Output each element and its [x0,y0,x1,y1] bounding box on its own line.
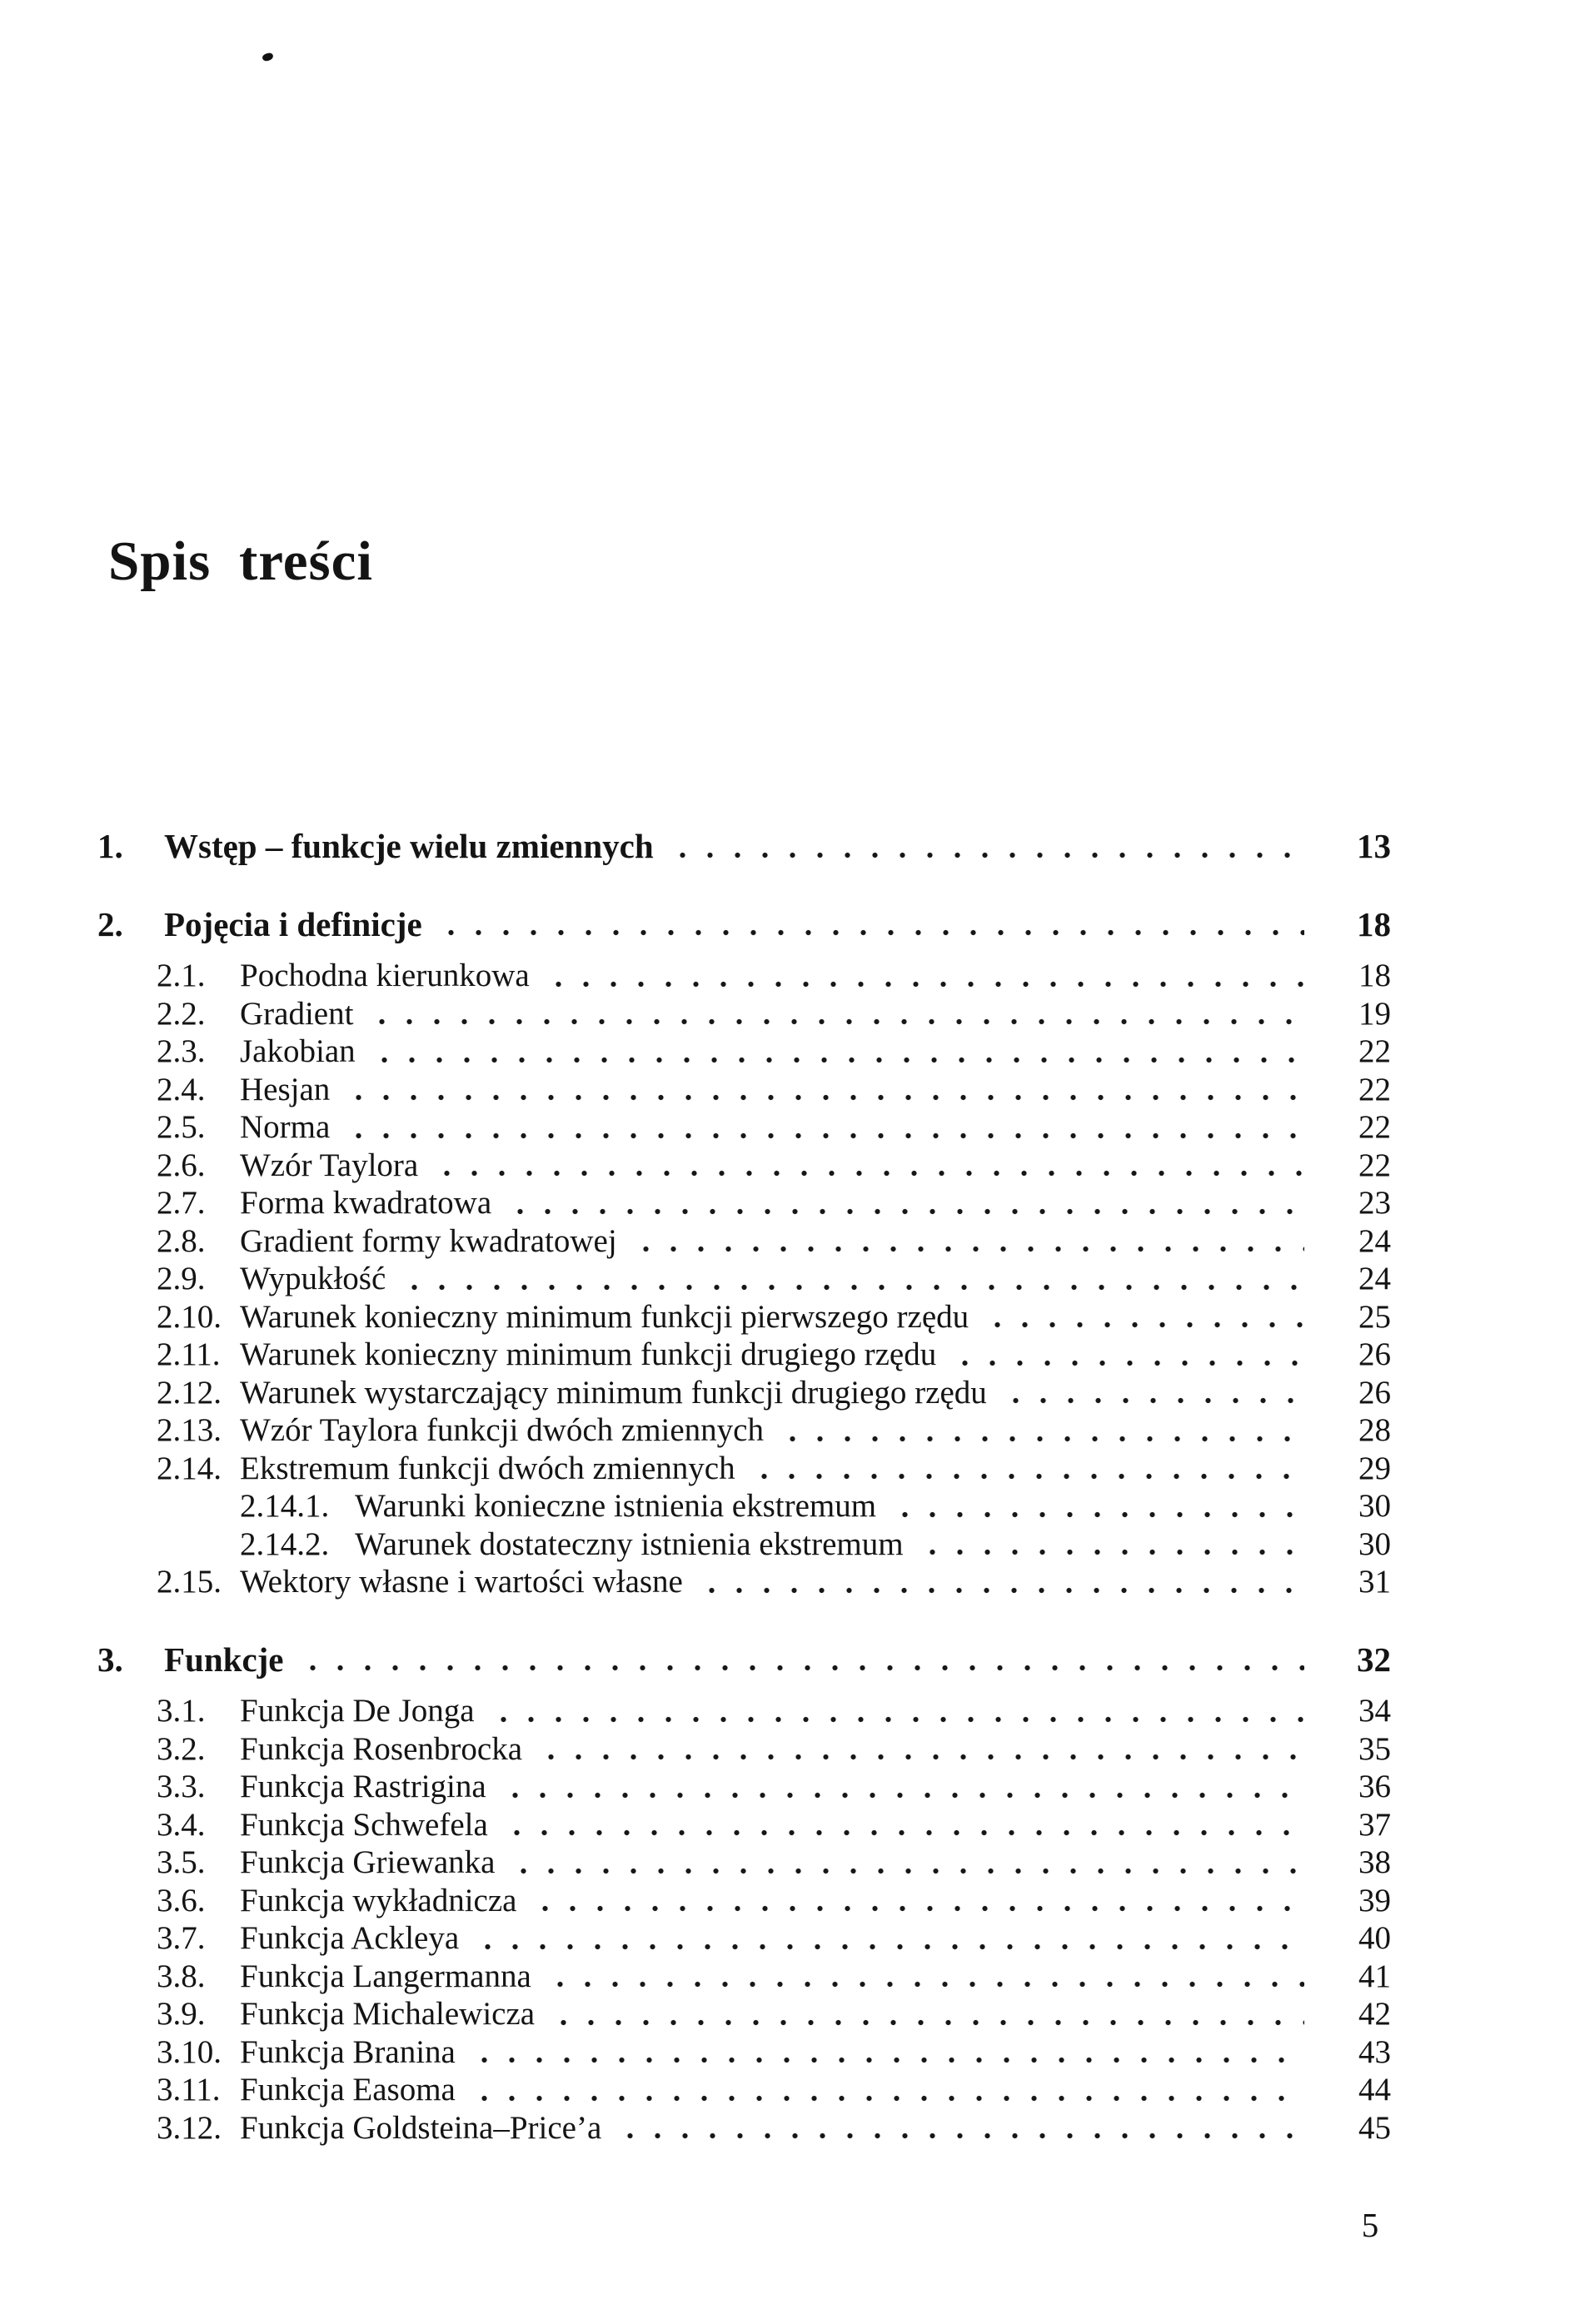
toc-entry-number: 2.3. [157,1033,206,1069]
toc-entry [97,995,1391,1033]
dot-leader [428,1147,1304,1185]
toc-entry-title: Wzór Taylora funkcji dwóch zmiennych [240,1412,764,1448]
toc-entry-page: 36 [1358,1769,1391,1804]
toc-entry [97,1768,1391,1806]
toc-entry-title: Wstęp – funkcje wielu zmiennych [164,827,654,865]
toc-entry [97,1184,1391,1222]
toc-entry-number: 2.11. [157,1336,221,1372]
toc-entry-number: 3.9. [157,1996,206,2032]
dot-leader [914,1525,1304,1564]
scan-artifact-speck [262,52,274,62]
dot-leader [611,2109,1304,2147]
toc-entry [97,1033,1391,1071]
toc-entry [97,1919,1391,1958]
toc-entry [97,1730,1391,1769]
toc-entry-title: Pochodna kierunkowa [240,958,530,993]
dot-leader [340,1108,1304,1147]
toc-entry-title: Hesjan [240,1071,331,1107]
toc-entry-page: 30 [1358,1488,1391,1524]
toc-entry [97,1525,1391,1564]
dot-leader [485,1692,1304,1730]
toc-entry-title: Wektory własne i wartości własne [240,1564,683,1600]
toc-entry-page: 43 [1358,2033,1391,2070]
toc-entry-number: 3.8. [157,1958,206,1994]
toc-entry-page: 22 [1358,1147,1391,1183]
toc-entry [97,1071,1391,1109]
toc-entry [97,957,1391,995]
toc-entry [97,1336,1391,1374]
toc-entry-number: 2.15. [157,1564,222,1600]
toc-entry-number: 2.13. [157,1412,222,1448]
dot-leader [541,1958,1304,1996]
toc-entry [97,1450,1391,1488]
toc-entry-page: 13 [1357,827,1391,865]
toc-entry [97,1641,1391,1680]
dot-leader [946,1336,1304,1374]
toc-entry-page: 26 [1358,1374,1391,1411]
toc-entry-number: 3. [97,1640,123,1679]
toc-entry-number: 2.1. [157,958,206,993]
toc-entry-title: Funkcja Ackleya [240,1920,460,1956]
toc-entry-number: 3.2. [157,1730,206,1767]
toc-entry-title: Funkcja Schwefela [240,1806,488,1843]
toc-entry-title: Funkcja Griewanka [240,1844,496,1880]
toc-entry-page: 45 [1358,2109,1391,2146]
toc-entry [97,1222,1391,1261]
toc-entry-number: 2.4. [157,1071,206,1107]
toc-entry-title: Warunek konieczny minimum funkcji drugiego rzędu [240,1336,937,1372]
toc-entry-number: 2.14. [157,1450,222,1486]
toc-entry-number: 2.14.1. [240,1488,330,1524]
dot-leader [363,995,1304,1033]
toc-entry-number: 3.10. [157,2033,222,2070]
toc-entry-number: 2.9. [157,1261,206,1296]
toc-entry-page: 38 [1358,1844,1391,1880]
toc-entry [97,1844,1391,1882]
toc-entry-number: 3.11. [157,2072,221,2108]
toc-entry-title: Funkcja Rosenbrocka [240,1730,523,1767]
toc-entry-title: Wzór Taylora [240,1147,419,1183]
toc-entry-title: Funkcja Langermanna [240,1958,531,1994]
toc-entry-title: Wypukłość [240,1261,386,1296]
dot-leader [505,1844,1304,1882]
toc-entry-page: 37 [1358,1806,1391,1843]
dot-leader [745,1450,1304,1488]
toc-entry [97,906,1391,944]
toc-entry-number: 3.5. [157,1844,206,1880]
dot-leader [886,1487,1304,1525]
toc-entry-page: 41 [1358,1958,1391,1994]
toc-entry [97,1487,1391,1525]
toc-entry-title: Forma kwadratowa [240,1185,492,1221]
toc-entry-number: 2.5. [157,1109,206,1145]
toc-entry-number: 1. [97,827,123,865]
toc-entry [97,828,1391,866]
toc-entry-number: 3.4. [157,1806,206,1843]
toc-entry-number: 2.7. [157,1185,206,1221]
toc-entry-title: Pojęcia i definicje [164,904,422,943]
toc-entry [97,1692,1391,1730]
toc-entry-title: Warunek wystarczający minimum funkcji drugiego rzędu [240,1374,987,1411]
dot-leader [466,2071,1304,2109]
toc-entry-page: 19 [1358,995,1391,1032]
dot-leader [693,1563,1304,1601]
toc-entry-title: Funkcje [164,1640,284,1679]
toc-entry [97,1147,1391,1185]
dot-leader [532,1730,1304,1769]
toc-entry-number: 3.7. [157,1920,206,1956]
toc-entry-title: Ekstremum funkcji dwóch zmiennych [240,1450,735,1486]
dot-leader [664,828,1304,866]
dot-leader [545,1995,1304,2033]
toc-entry [97,1958,1391,1996]
toc-entry-title: Funkcja Branina [240,2033,456,2070]
toc-entry-number: 3.1. [157,1693,206,1729]
toc-entry-number: 3.6. [157,1882,206,1918]
toc-entry-page: 22 [1358,1109,1391,1145]
dot-leader [540,957,1304,995]
toc-entry [97,1806,1391,1844]
dot-leader [979,1298,1304,1336]
dot-leader [498,1806,1304,1844]
dot-leader [466,2033,1304,2072]
toc-entry-page: 30 [1358,1525,1391,1562]
dot-leader [469,1919,1304,1958]
toc-entry-page: 26 [1358,1336,1391,1372]
toc-entry-title: Jakobian [240,1033,356,1069]
toc-entry-title: Warunki konieczne istnienia ekstremum [355,1488,877,1524]
toc-entry-page: 28 [1358,1412,1391,1448]
toc-entry-title: Funkcja Rastrigina [240,1769,486,1804]
toc-entry [97,2071,1391,2109]
toc-entry-page: 25 [1358,1298,1391,1335]
toc-entry-page: 29 [1358,1450,1391,1486]
toc-entry [97,2033,1391,2072]
toc-entry-page: 23 [1358,1185,1391,1221]
toc-entry [97,2109,1391,2147]
toc-entry-number: 3.3. [157,1769,206,1804]
toc-entry-title: Funkcja Goldsteina–Price’a [240,2109,602,2146]
toc-entry-number: 3.12. [157,2109,222,2146]
toc-entry-page: 32 [1357,1640,1391,1679]
dot-leader [774,1411,1304,1450]
toc-entry [97,1108,1391,1147]
dot-leader [340,1071,1304,1109]
dot-leader [294,1641,1305,1680]
toc-entry-title: Funkcja De Jonga [240,1693,475,1729]
toc-entry-page: 22 [1358,1071,1391,1107]
toc-entry-number: 2.14.2. [240,1525,330,1562]
toc-entry [97,1374,1391,1412]
dot-leader [396,1260,1304,1298]
toc-entry-page: 24 [1358,1222,1391,1259]
toc-entry-number: 2.6. [157,1147,206,1183]
toc-entry [97,1563,1391,1601]
toc-entry-title: Warunek konieczny minimum funkcji pierwszego rzędu [240,1298,969,1335]
toc-entry-page: 18 [1358,958,1391,993]
table-of-contents [97,828,1391,2147]
dot-leader [496,1768,1304,1806]
page-title: Spis treści [108,530,373,592]
dot-leader [997,1374,1304,1412]
toc-entry-page: 22 [1358,1033,1391,1069]
toc-entry-number: 2. [97,904,123,943]
toc-entry-title: Gradient [240,995,354,1032]
dot-leader [627,1222,1304,1261]
toc-entry-number: 2.2. [157,995,206,1032]
toc-entry-title: Gradient formy kwadratowej [240,1222,617,1259]
toc-entry-page: 39 [1358,1882,1391,1918]
toc-entry-page: 44 [1358,2072,1391,2108]
toc-entry-number: 2.12. [157,1374,222,1411]
dot-leader [501,1184,1304,1222]
toc-entry-title: Funkcja wykładnicza [240,1882,517,1918]
toc-entry-page: 40 [1358,1920,1391,1956]
footer-page-number: 5 [1361,2206,1379,2244]
toc-entry [97,1298,1391,1336]
toc-entry-page: 34 [1358,1693,1391,1729]
dot-leader [366,1033,1304,1071]
toc-entry [97,1411,1391,1450]
toc-entry-page: 31 [1358,1564,1391,1600]
toc-entry [97,1882,1391,1920]
toc-entry-page: 42 [1358,1996,1391,2032]
dot-leader [526,1882,1304,1920]
dot-leader [432,906,1304,944]
toc-entry [97,1995,1391,2033]
toc-entry-title: Funkcja Easoma [240,2072,456,2108]
toc-entry-page: 24 [1358,1261,1391,1296]
toc-entry-page: 35 [1358,1730,1391,1767]
toc-entry-page: 18 [1357,904,1391,943]
toc-entry-number: 2.8. [157,1222,206,1259]
toc-entry-title: Funkcja Michalewicza [240,1996,536,2032]
toc-entry-title: Warunek dostateczny istnienia ekstremum [355,1525,904,1562]
toc-entry [97,1260,1391,1298]
toc-entry-number: 2.10. [157,1298,222,1335]
toc-entry-title: Norma [240,1109,331,1145]
